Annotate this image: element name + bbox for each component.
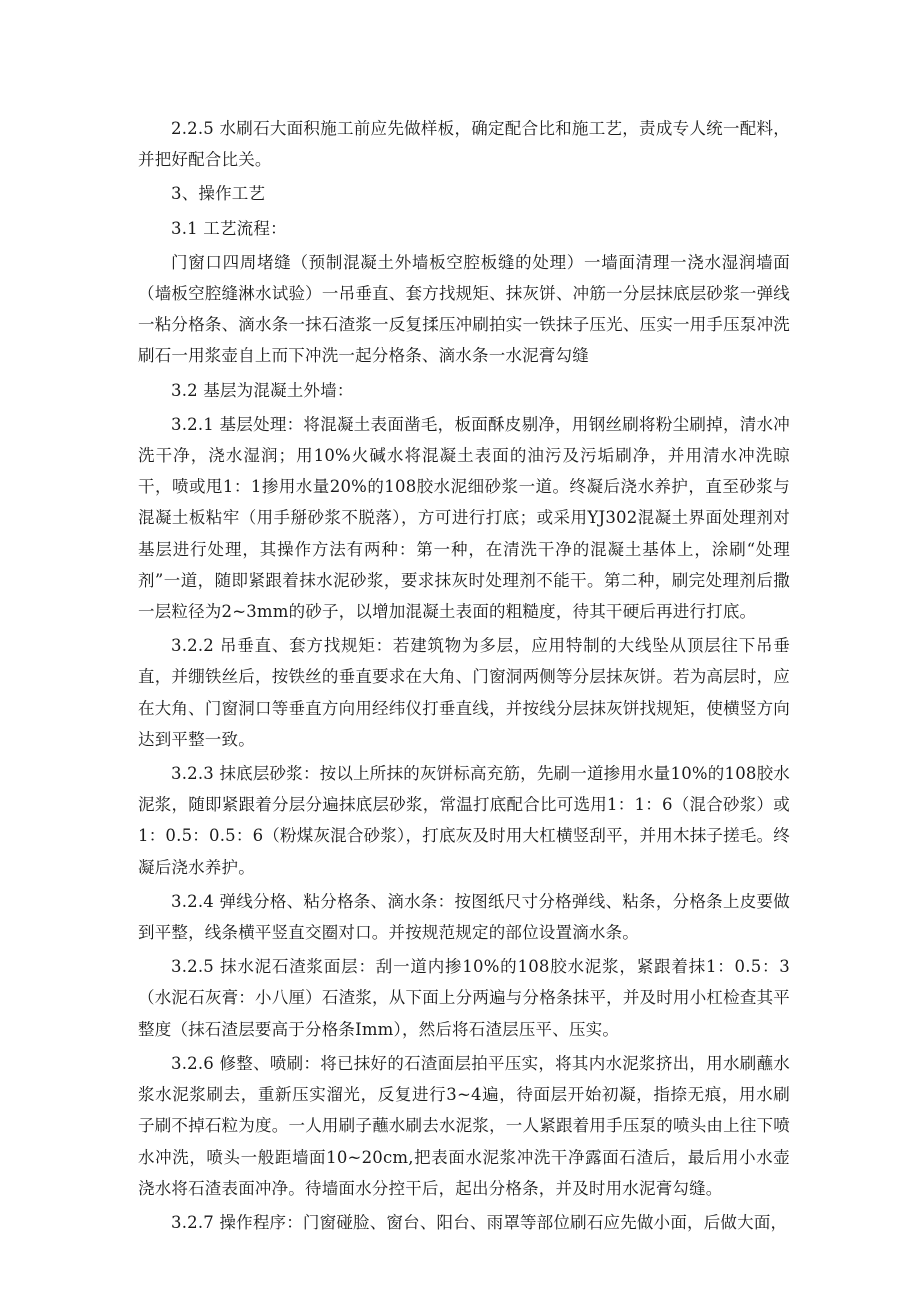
paragraph-3-2-7: 3.2.7 操作程序：门窗碰脸、窗台、阳台、雨罩等部位刷石应先做小面，后做大面， [171,1212,788,1232]
process-flow-paragraph: 门窗口四周堵缝（预制混凝土外墙板空腔板缝的处理）一墙面清理一浇水湿润墙面（墙板空腔缝淋水试验）一吊垂直、套方找规矩、抹灰饼、冲筋一分层抹底层砂浆一弹线一粘分格条、滴水条一抹石渣浆一反复揉压冲刷拍实一铁抹子压光、压实一用手压泵冲洗刷石一用浆壶自上而下冲洗一起分格条、滴水条一水泥膏勾缝 [138,252,790,366]
section-heading-3-2: 3.2 基层为混凝土外墙： [171,380,354,400]
paragraph-3-2-1: 3.2.1 基层处理：将混凝土表面凿毛，板面酥皮剔净，用钢丝刷将粉尘刷掉，清水冲洗干净，浇水湿润；用10%火碱水将混凝土表面的油污及污垢刷净，并用清水冲洗晾干，喷或甩1：1掺用水量20%的108胶水泥细砂浆一道。终凝后浇水养护，直至砂浆与混凝土板粘牢（用手掰砂浆不脱落），方可进行打底；或采用YJ302混凝土界面处理剂对基层进行处理，其操作方法有两种：第一种，在清洗干净的混凝土基体上，涂刷“处理剂”一道，随即紧跟着抹水泥砂浆，要求抹灰时处理剂不能干。第二种，刷完处理剂后撒一层粒径为2~3mm的砂子，以增加混凝土表面的粗糙度，待其干硬后再进行打底。 [138,414,790,622]
paragraph-3-2-5: 3.2.5 抹水泥石渣浆面层：刮一道内掺10%的108胶水泥浆，紧跟着抹1：0.5：3（水泥石灰膏：小八厘）石渣浆，从下面上分两遍与分格条抹平，并及时用小杠检查其平整度（抹石渣层要高于分格条Imm），然后将石渣层压平、压实。 [138,957,790,1039]
paragraph-3-2-2: 3.2.2 吊垂直、套方找规矩：若建筑物为多层，应用特制的大线坠从顶层往下吊垂直，并绷铁丝后，按铁丝的垂直要求在大角、门窗洞两侧等分层抹灰饼。若为高层时，应在大角、门窗洞口等垂直方向用经纬仪打垂直线，并按线分层抹灰饼找规矩，使横竖方向达到平整一致。 [138,636,790,749]
paragraph-3-2-6: 3.2.6 修整、喷刷：将已抹好的石渣面层拍平压实，将其内水泥浆挤出，用水刷蘸水浆水泥浆刷去，重新压实溜光，反复进行3~4遍，待面层开始初凝，指捺无痕，用水刷子刷不掉石粒为度。一人用刷子蘸水刷去水泥浆，一人紧跟着用手压泵的喷头由上往下喷水冲洗，喷头一般距墙面10~20cm,把表面水泥浆冲洗干净露面石渣后，最后用小水壶浇水将石渣表面冲净。待墙面水分控干后，起出分格条，并及时用水泥膏勾缝。 [138,1053,790,1198]
section-heading-3-1: 3.1 工艺流程： [171,218,287,238]
paragraph-2-2-5: 2.2.5 水刷石大面积施工前应先做样板，确定配合比和施工艺，责成专人统一配料，并把好配合比关。 [138,119,790,170]
document-body [138,113,790,1241]
paragraph-3-2-4: 3.2.4 弹线分格、粘分格条、滴水条：按图纸尺寸分格弹线、粘条，分格条上皮要做到平整，线条横平竖直交圈对口。并按规范规定的部位设置滴水条。 [138,891,790,943]
paragraph-3-2-3: 3.2.3 抹底层砂浆：按以上所抹的灰饼标高充筋，先刷一道掺用水量10%的108胶水泥浆，随即紧跟着分层分遍抹底层砂浆，常温打底配合比可选用1：1：6（混合砂浆）或1：0.5：0.5：6（粉煤灰混合砂浆），打底灰及时用大杠横竖刮平，并用木抹子搓毛。终凝后浇水养护。 [138,764,790,877]
section-heading-3: 3、操作工艺 [171,184,266,204]
